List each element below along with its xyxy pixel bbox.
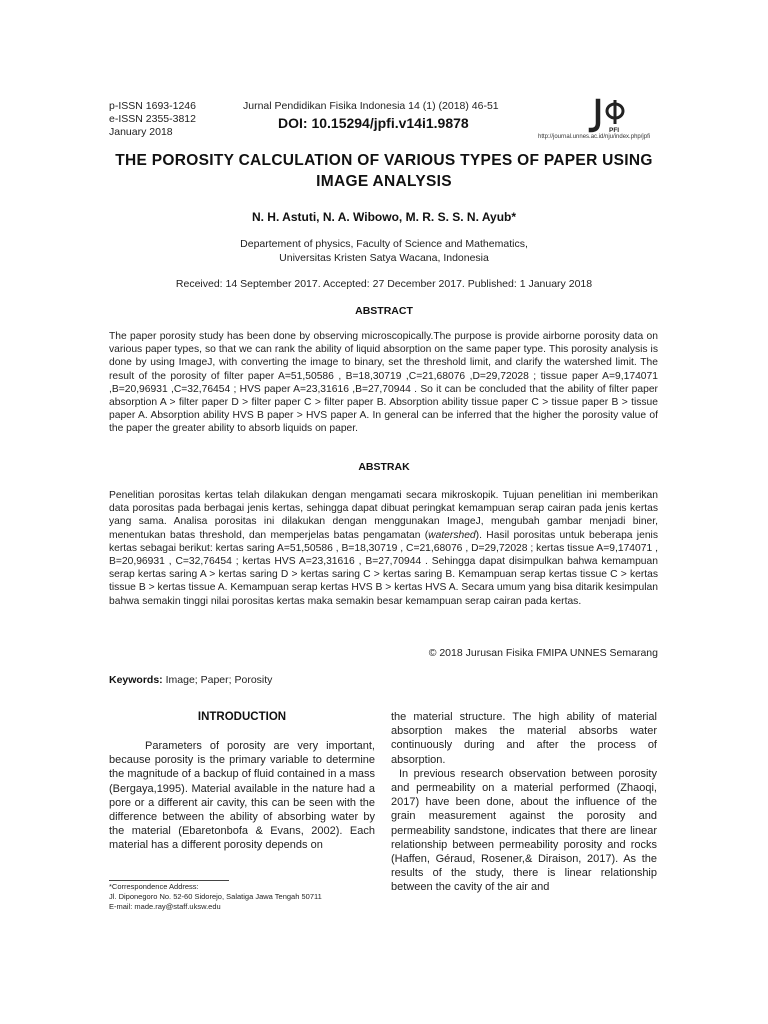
affiliation-line-1: Departement of physics, Faculty of Science and Mathematics, xyxy=(240,238,528,250)
abstrak-text-part2: ). Hasil porositas untuk beberapa jenis kertas sebagai berikut: kertas saring A=51,50586 , B=18,30719 , C=21,68076 , D=29,72028 ; kertas tissue A=9,174071 , B=20,96931 , C=32,76454 ; kertas HVS A=23,31616 , B=27,70944 . Sehingga dapat disimpulkan bahwa kemampuan serap kertas saring A > kertas saring D > kertas saring C > kertas saring B. Kemampuan serap kertas tissue C > kertas tissue B > kertas tissue A. Kemampuan serap kertas HVS B > kertas HVS A. Secara umum yang bisa ditarik kesimpulan bahwa semakin tinggi nilai porositas kertas maka semakin besar kemampuan serap cairan pada kertas. xyxy=(109,529,658,607)
p-issn: p-ISSN 1693-1246 xyxy=(109,100,196,112)
abstrak-text-italic: watershed xyxy=(428,529,476,541)
jpfi-logo xyxy=(588,97,628,137)
copyright: © 2018 Jurusan Fisika FMIPA UNNES Semarang xyxy=(428,647,658,659)
keywords-label: Keywords: xyxy=(109,674,163,686)
logo-text: PFI xyxy=(609,127,620,134)
footnote-rule xyxy=(109,880,229,881)
keywords xyxy=(109,674,272,686)
correspondence-footnote xyxy=(109,882,322,913)
intro-paragraph-2: the material structure. The high ability of material absorption makes the material absorbs water continuously during and after the process of absorption. xyxy=(391,711,657,766)
doi: DOI: 10.15294/jpfi.v14i1.9878 xyxy=(278,115,469,131)
e-issn: e-ISSN 2355-3812 xyxy=(109,113,196,125)
paper-title: THE POROSITY CALCULATION OF VARIOUS TYPES OF PAPER USING IMAGE ANALYSIS xyxy=(115,152,653,190)
issn-block xyxy=(109,100,196,139)
abstract-text: The paper porosity study has been done by observing microscopically.The purpose is provide airborne porosity data on various paper types, so that we can rank the ability of liquid absorption on the same paper type. This porosity analysis is done by using ImageJ, with converting the image to binary, set the threshold limit, and clarify the watershed limit. The result of the porosity of filter paper A=51,50586 , B=18,30719 ,C=21,68076 ,D=29,72028 ; tissue paper A=9,174071 ,B=20,96931 ,C=32,76454 ; HVS paper A=23,31616 ,B=27,70944 . So it can be concluded that the ability of filter paper absorption A > filter paper D > filter paper C > filter paper B. Absorption ability tissue paper C > tissue paper B > tissue paper A. Absorption ability HVS B paper > HVS paper A. In general can be inferred that the higher the porosity value of the paper the greater ability to absorb liquids on paper. xyxy=(109,331,658,435)
journal-citation: Jurnal Pendidikan Fisika Indonesia 14 (1) (2018) 46-51 xyxy=(243,100,499,112)
abstract-heading: ABSTRACT xyxy=(355,305,413,317)
affiliation-line-2: Universitas Kristen Satya Wacana, Indonesia xyxy=(279,251,489,264)
footnote-line-2: Jl. Diponegoro No. 52-60 Sidorejo, Salatiga Jawa Tengah 50711 xyxy=(109,892,322,902)
introduction-heading: INTRODUCTION xyxy=(197,711,287,723)
intro-paragraph-3: In previous research observation between porosity and permeability on a material performed (Zhaoqi, 2017) have been done, about the influence of the grain measurement against the porosity and permeability sandstone, indicates that there are linear relationship between permeability porosity and rocks (Haffen, Géraud, Rosener,& Diraison, 2017). As the results of the study, there is linear relationship between the cavity of the air and xyxy=(391,767,657,894)
keywords-value: Image; Paper; Porosity xyxy=(162,674,273,686)
publication-dates: Received: 14 September 2017. Accepted: 27 December 2017. Published: 1 January 2018 xyxy=(175,278,593,290)
abstrak-text-part1: Penelitian porositas kertas telah dilakukan dengan mengamati secara mikroskopik. Tujuan penelitian ini memberikan data porositas pada berbagai jenis kertas, sehingga dapat dibuat peringkat kemampuan serap cairan pada jenis kertas yang sama. Analisa porositas ini dilakukan dengan menggunakan ImageJ, mengubah gambar menjadi biner, menentukan batas threshold, dan memperjelas batas pengamatan ( xyxy=(109,490,658,541)
intro-paragraph-1: Parameters of porosity are very important, because porosity is the primary variable to determine the magnitude of a backup of fluid contained in a mass (Bergaya,1995). Material available in the nature had a pore or a different air cavity, this can be seen with the difference between the ability of absorbing water by the material (Ebaretonbofa & Evans, 2002). Each material has a different porosity depends on xyxy=(109,740,376,852)
intro-left-column xyxy=(109,739,375,853)
affiliation xyxy=(100,238,668,265)
footnote-line-3: E-mail: made.ray@staff.uksw.edu xyxy=(109,902,221,912)
journal-url: http://journal.unnes.ac.id/nju/index.php/jpfi xyxy=(538,134,651,140)
authors: N. H. Astuti, N. A. Wibowo, M. R. S. S. N. Ayub* xyxy=(251,210,517,224)
abstrak-heading: ABSTRAK xyxy=(358,461,410,473)
footnote-line-1: *Correspondence Address: xyxy=(109,882,199,891)
abstrak-text xyxy=(109,489,658,608)
issue-date: January 2018 xyxy=(109,126,173,138)
intro-right-column xyxy=(391,710,657,895)
